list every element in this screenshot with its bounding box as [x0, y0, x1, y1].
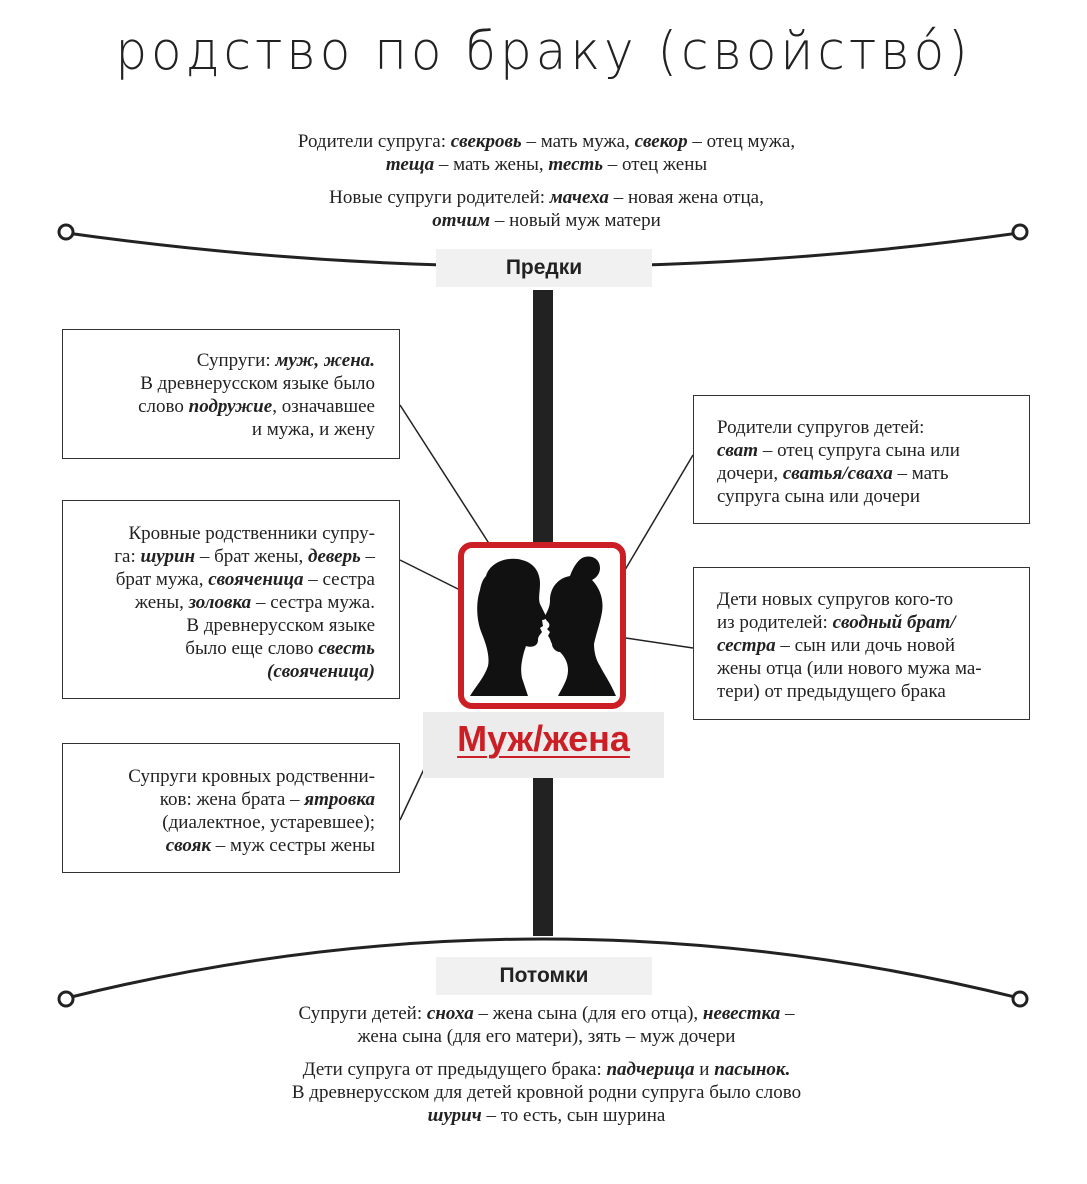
text-segment: Дети новых супругов кого-то [717, 589, 954, 610]
text-segment: слово [138, 396, 189, 417]
text-segment: В древнерусском языке [186, 615, 375, 636]
connector-spouses [400, 405, 490, 545]
term-emphasis: сват [717, 440, 759, 461]
text-line [73, 545, 375, 568]
term-emphasis: сватья/сваха [782, 463, 893, 484]
term-emphasis: мачеха [549, 187, 609, 208]
text-line [73, 568, 375, 591]
text-line [717, 657, 1019, 680]
term-emphasis: свекор [634, 131, 688, 152]
term-emphasis: падчерица [606, 1059, 695, 1080]
bottom-text-childrens-spouses [150, 1002, 943, 1048]
text-line [150, 1104, 943, 1127]
text-line [73, 788, 375, 811]
text-segment: га: [114, 546, 141, 567]
text-segment: Новые супруги родителей: [329, 187, 550, 208]
text-line [717, 680, 1019, 703]
text-line [73, 591, 375, 614]
text-segment: (диалектное, устаревшее); [162, 812, 375, 833]
text-line [150, 1081, 943, 1104]
text-line [150, 1058, 943, 1081]
text-segment: – отец жены [603, 154, 708, 175]
text-segment: – сестра [303, 569, 375, 590]
text-segment: супруга сына или дочери [717, 486, 921, 507]
text-line [73, 349, 375, 372]
text-segment: – сестра мужа. [251, 592, 375, 613]
text-line [717, 588, 1019, 611]
text-line [73, 522, 375, 545]
term-emphasis: невестка [702, 1003, 781, 1024]
couple-card [458, 542, 626, 709]
text-line [717, 485, 1019, 508]
box-childrens-in-laws [693, 395, 1030, 524]
text-segment: – отец супруга сына или [758, 440, 960, 461]
text-segment: и [694, 1059, 715, 1080]
connector-step-siblings [626, 638, 693, 648]
text-segment: – сын или дочь новой [775, 635, 956, 656]
term-emphasis: пасынок. [714, 1059, 791, 1080]
text-segment: жена сына (для его матери), зять – муж дочери [357, 1026, 736, 1047]
term-emphasis: свесть [318, 638, 375, 659]
term-emphasis: (свояченица) [267, 661, 375, 682]
text-segment: – новая жена отца, [608, 187, 764, 208]
term-emphasis: муж, жена. [275, 350, 375, 371]
text-line [73, 811, 375, 834]
text-line [73, 614, 375, 637]
term-emphasis: подружие [188, 396, 273, 417]
box-spouses [62, 329, 400, 459]
text-segment: Супруги кровных родственни- [128, 766, 375, 787]
text-segment: – мать [892, 463, 949, 484]
arc-end-right-bottom [1013, 992, 1027, 1006]
text-segment: из родителей: [717, 612, 833, 633]
arc-end-right-top [1013, 225, 1027, 239]
bottom-text-stepchildren [150, 1058, 943, 1127]
text-line [717, 611, 1019, 634]
text-segment: – [360, 546, 375, 567]
term-emphasis: деверь [308, 546, 361, 567]
text-line [150, 1002, 943, 1025]
text-segment: – брат жены, [195, 546, 309, 567]
text-segment: Супруги детей: [298, 1003, 427, 1024]
text-segment: – мать жены, [434, 154, 549, 175]
term-emphasis: шурин [140, 546, 196, 567]
text-line [73, 637, 375, 660]
text-segment: Родители супругов детей: [717, 417, 925, 438]
text-segment: Родители супруга: [297, 131, 451, 152]
text-line [73, 372, 375, 395]
text-segment: – отец мужа, [687, 131, 796, 152]
text-segment: Супруги: [196, 350, 276, 371]
text-segment: – [780, 1003, 795, 1024]
text-segment: – жена сына (для его отца), [473, 1003, 703, 1024]
ancestors-label: Предки [436, 249, 652, 287]
term-emphasis: шурич [427, 1105, 482, 1126]
term-emphasis: тесть [548, 154, 604, 175]
descendants-label: Потомки [436, 957, 652, 995]
text-segment: ков: жена брата – [159, 789, 305, 810]
text-segment: , означавшее [272, 396, 375, 417]
couple-silhouette-icon [464, 548, 620, 703]
text-line [73, 765, 375, 788]
text-segment: Кровные родственники супру- [128, 523, 375, 544]
term-emphasis: свояк [165, 835, 212, 856]
term-emphasis: сестра [717, 635, 776, 656]
text-segment: В древнерусском языке было [140, 373, 375, 394]
text-segment: – то есть, сын шурина [481, 1105, 666, 1126]
text-line [717, 439, 1019, 462]
text-segment: брат мужа, [115, 569, 209, 590]
text-segment: В древнерусском для детей кровной родни супруга было слово [291, 1082, 802, 1103]
box-blood-relatives [62, 500, 400, 699]
arc-end-left-top [59, 225, 73, 239]
box-relatives-spouses [62, 743, 400, 873]
text-segment: было еще слово [185, 638, 319, 659]
term-emphasis: золовка [188, 592, 252, 613]
trunk-upper [533, 290, 553, 545]
text-segment: жены, [134, 592, 189, 613]
connector-blood-relatives [400, 560, 460, 590]
arc-end-left-bottom [59, 992, 73, 1006]
text-line [73, 834, 375, 857]
term-emphasis: свекровь [450, 131, 522, 152]
text-segment: и мужа, и жену [251, 419, 375, 440]
trunk-lower [533, 778, 553, 936]
text-line [717, 462, 1019, 485]
term-emphasis: сводный брат/ [832, 612, 956, 633]
box-step-siblings [693, 567, 1030, 720]
text-segment: – муж сестры жены [211, 835, 375, 856]
text-line [717, 634, 1019, 657]
text-line [73, 395, 375, 418]
text-line [73, 418, 375, 441]
text-line [717, 416, 1019, 439]
page-title: родство по браку (свойство́) [115, 20, 972, 82]
text-segment: тери) от предыдущего брака [717, 681, 946, 702]
term-emphasis: теща [385, 154, 435, 175]
text-segment: – мать мужа, [521, 131, 635, 152]
text-line [73, 660, 375, 683]
text-segment: – новый муж матери [490, 210, 661, 231]
text-segment: дочери, [717, 463, 783, 484]
text-line [150, 1025, 943, 1048]
term-emphasis: ятровка [304, 789, 375, 810]
text-segment: жены отца (или нового мужа ма- [717, 658, 982, 679]
text-segment: Дети супруга от предыдущего брака: [302, 1059, 607, 1080]
center-label: Муж/жена [457, 718, 630, 759]
term-emphasis: отчим [432, 210, 491, 231]
connector-childrens-in-laws [622, 455, 693, 575]
term-emphasis: свояченица [208, 569, 304, 590]
term-emphasis: сноха [426, 1003, 474, 1024]
